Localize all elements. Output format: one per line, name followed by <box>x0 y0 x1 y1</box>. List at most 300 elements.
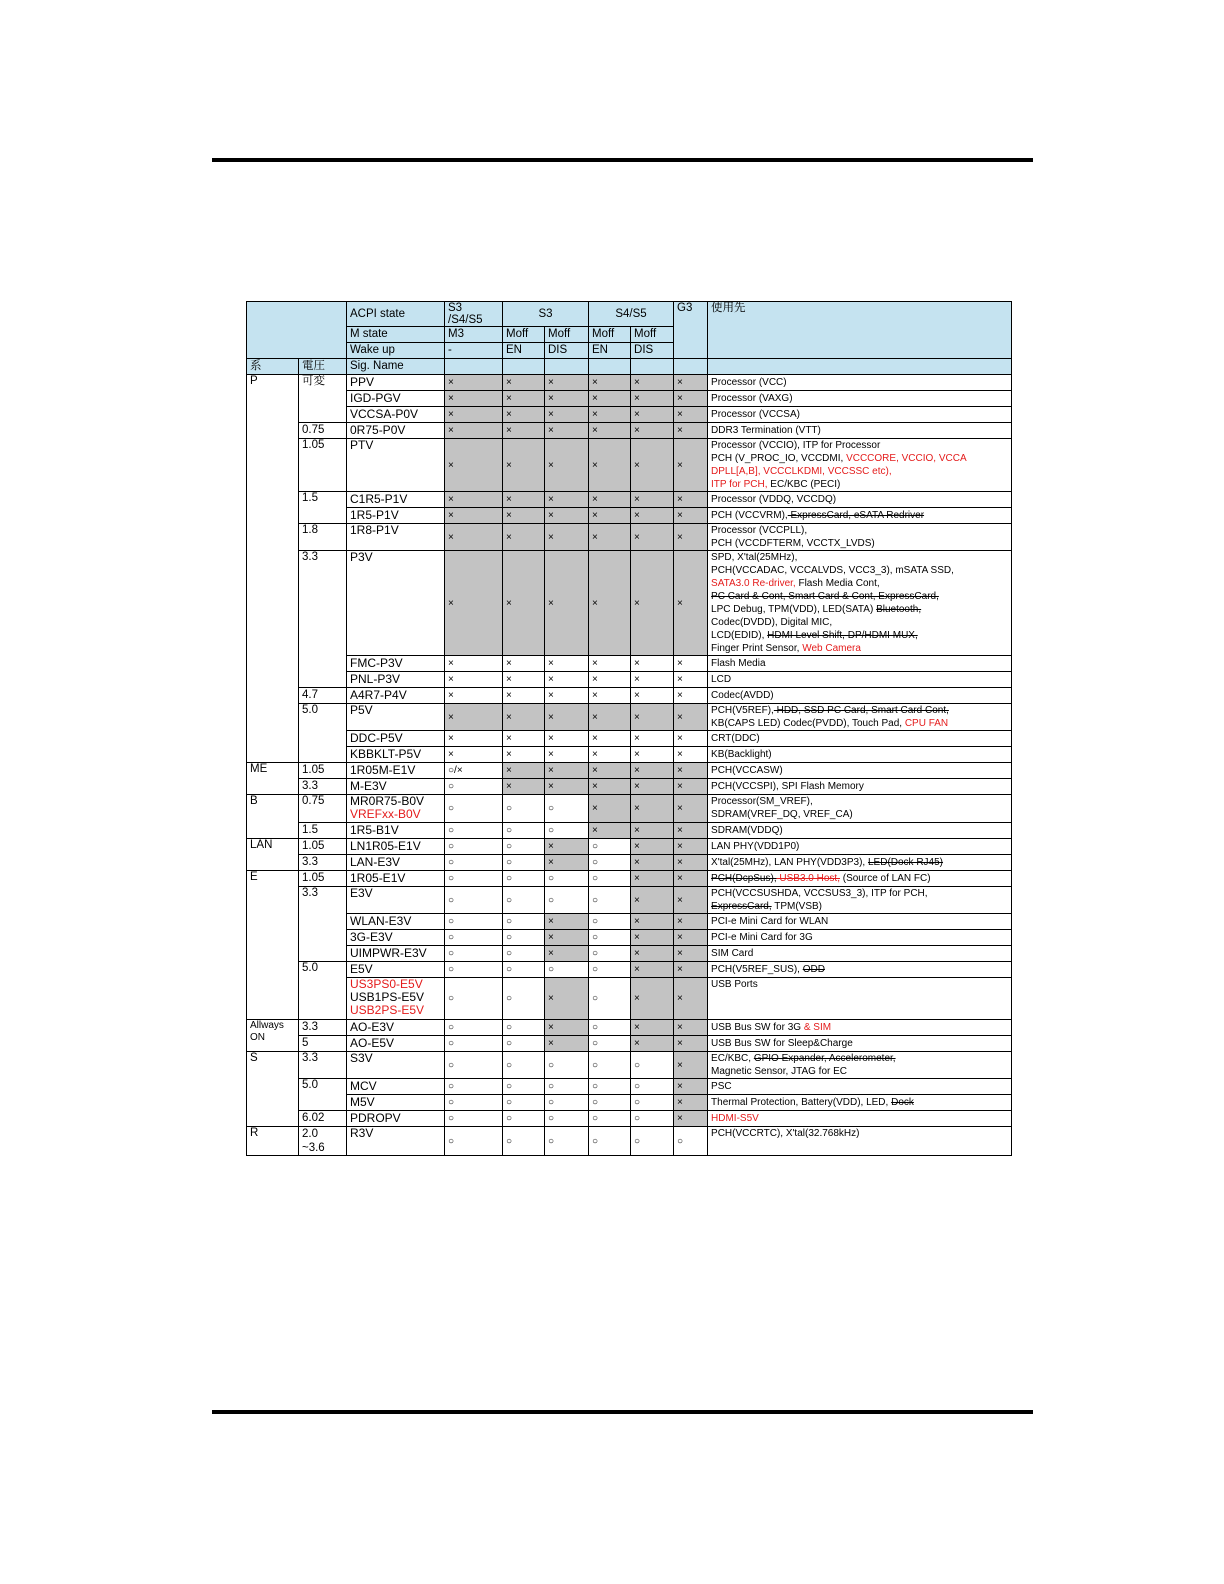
state-mark: × <box>445 524 503 551</box>
state-mark: × <box>674 688 708 704</box>
use-cell: USB Bus SW for 3G & SIM <box>708 1020 1012 1036</box>
state-mark: × <box>589 823 631 839</box>
power-state-table <box>246 301 1012 1156</box>
table-row: 3.3 E3V ○ ○ ○ ○ × × PCH(VCCSUSHDA, VCCSUS3_3), ITP for PCH, ExpressCard, TPM(VSB) <box>247 887 1012 914</box>
state-mark: × <box>589 795 631 823</box>
state-mark: × <box>545 704 589 731</box>
use-cell: SPD, X'tal(25MHz), PCH(VCCADAC, VCCALVDS, VCC3_3), mSATA SSD, SATA3.0 Re-driver, Flash Media Cont, PC Card & Cont, Smart Card & Cont, ExpressCard, LPC Debug, TPM(VDD), LED(SATA) Bluetooth, Codec(DVDD), Digital MIC, LCD(EDID), HDMI Level Shift, DP/HDMI MUX, Finger Print Sensor, Web Camera <box>708 551 1012 656</box>
state-mark: × <box>503 704 545 731</box>
state-mark: × <box>545 1020 589 1036</box>
state-mark: × <box>545 423 589 439</box>
use-cell: PCH(VCCASW) <box>708 763 1012 779</box>
state-mark: ○ <box>503 914 545 930</box>
state-mark: × <box>445 731 503 747</box>
table-row: Allways ON 3.3 AO-E3V ○ ○ × ○ × × USB Bus SW for 3G & SIM <box>247 1020 1012 1036</box>
header-moff: Moff <box>631 327 674 343</box>
state-mark: × <box>545 439 589 492</box>
state-mark: ○ <box>445 779 503 795</box>
table-row <box>247 375 1012 391</box>
state-mark: × <box>631 914 674 930</box>
state-mark: × <box>503 391 545 407</box>
state-mark: ○ <box>589 855 631 871</box>
state-mark: ○ <box>503 930 545 946</box>
state-mark: × <box>631 855 674 871</box>
state-mark: × <box>674 439 708 492</box>
state-mark: × <box>631 887 674 914</box>
state-mark: × <box>674 779 708 795</box>
state-mark: ○ <box>503 1036 545 1052</box>
state-mark: × <box>503 779 545 795</box>
state-mark: ○ <box>503 1052 545 1079</box>
table-row: 5.0 E5V ○ ○ ○ ○ × × PCH(V5REF_SUS), ODD <box>247 962 1012 978</box>
state-mark: ○ <box>589 946 631 962</box>
use-cell: DDR3 Termination (VTT) <box>708 423 1012 439</box>
state-mark: × <box>631 375 674 391</box>
header-row-acpi <box>247 302 1012 327</box>
state-mark: × <box>503 551 545 656</box>
state-mark: ○ <box>589 962 631 978</box>
state-mark: × <box>545 855 589 871</box>
state-mark: × <box>589 508 631 524</box>
header-en: EN <box>589 343 631 359</box>
state-mark: × <box>674 823 708 839</box>
table-row <box>247 914 1012 930</box>
state-mark: × <box>631 871 674 887</box>
state-mark: × <box>674 1111 708 1127</box>
state-mark: × <box>445 688 503 704</box>
state-mark: ○ <box>503 887 545 914</box>
sig-cell: VCCSA-P0V <box>347 407 445 423</box>
state-mark: × <box>674 656 708 672</box>
header-blank <box>247 302 347 359</box>
state-mark: × <box>589 704 631 731</box>
use-cell: KB(Backlight) <box>708 747 1012 763</box>
state-mark: × <box>545 930 589 946</box>
state-mark: × <box>674 672 708 688</box>
use-cell: Processor(SM_VREF), SDRAM(VREF_DQ, VREF_CA) <box>708 795 1012 823</box>
use-cell: PSC <box>708 1079 1012 1095</box>
state-mark: × <box>674 375 708 391</box>
state-mark: × <box>545 839 589 855</box>
table-row: 5.0 P5V × × × × × × PCH(V5REF), HDD, SSD PC Card, Smart Card Cont, KB(CAPS LED) Codec(PVDD), Touch Pad, CPU FAN <box>247 704 1012 731</box>
use-cell: SDRAM(VDDQ) <box>708 823 1012 839</box>
state-mark: × <box>631 524 674 551</box>
state-mark: ○ <box>445 839 503 855</box>
state-mark: × <box>631 672 674 688</box>
state-mark: × <box>545 747 589 763</box>
state-mark: ○ <box>589 1095 631 1111</box>
volt-cell: 可変 <box>299 375 347 423</box>
state-mark: × <box>503 688 545 704</box>
header-dis: DIS <box>631 343 674 359</box>
state-mark: × <box>503 672 545 688</box>
state-mark: × <box>445 439 503 492</box>
use-cell: Thermal Protection, Battery(VDD), LED, Dock <box>708 1095 1012 1111</box>
table-row: S 3.3 S3V ○ ○ ○ ○ ○ × EC/KBC, GPIO Expander, Accelerometer, Magnetic Sensor, JTAG for EC <box>247 1052 1012 1079</box>
header-wake-label: Wake up <box>347 343 445 359</box>
state-mark: ○ <box>545 823 589 839</box>
state-mark: × <box>631 731 674 747</box>
use-cell: EC/KBC, GPIO Expander, Accelerometer, Magnetic Sensor, JTAG for EC <box>708 1052 1012 1079</box>
top-rule <box>212 158 1033 162</box>
state-mark: ○ <box>631 1111 674 1127</box>
sig-cell: C1R5-P1V <box>347 492 445 508</box>
state-mark: × <box>503 763 545 779</box>
state-mark: ○ <box>674 1127 708 1156</box>
use-cell: Processor (VAXG) <box>708 391 1012 407</box>
state-mark: ○ <box>589 1127 631 1156</box>
sig-cell: 1R05M-E1V <box>347 763 445 779</box>
state-mark: × <box>631 551 674 656</box>
state-mark: × <box>631 823 674 839</box>
state-mark: ○ <box>503 823 545 839</box>
header-usage: 使用先 <box>708 302 1012 359</box>
state-mark: × <box>631 704 674 731</box>
sig-cell: AO-E3V <box>347 1020 445 1036</box>
table-row: 1.8 1R8-P1V × × × × × × Processor (VCCPLL), PCH (VCCDFTERM, VCCTX_LVDS) <box>247 524 1012 551</box>
state-mark: × <box>445 391 503 407</box>
state-mark: × <box>445 407 503 423</box>
state-mark: × <box>545 492 589 508</box>
state-mark: × <box>503 508 545 524</box>
state-mark: ○ <box>503 962 545 978</box>
state-mark: × <box>545 508 589 524</box>
header-moff: Moff <box>589 327 631 343</box>
header-acpi-label: ACPI state <box>347 302 445 327</box>
state-mark: × <box>545 779 589 795</box>
state-mark: × <box>674 978 708 1020</box>
state-mark: ○ <box>445 930 503 946</box>
state-mark: ○ <box>589 1036 631 1052</box>
state-mark: × <box>674 407 708 423</box>
table-row <box>247 656 1012 672</box>
state-mark: × <box>545 656 589 672</box>
use-cell: Flash Media <box>708 656 1012 672</box>
sig-cell: MR0R75-B0V VREFxx-B0V <box>347 795 445 823</box>
sig-cell: 0R75-P0V <box>347 423 445 439</box>
table-row <box>247 672 1012 688</box>
header-s3s4s5: S3 /S4/S5 <box>445 302 503 327</box>
state-mark: ○ <box>545 1111 589 1127</box>
state-mark: ○ <box>545 795 589 823</box>
header-dash: - <box>445 343 503 359</box>
state-mark: ○ <box>631 1052 674 1079</box>
header-mstate-label: M state <box>347 327 445 343</box>
use-cell: USB Bus SW for Sleep&Charge <box>708 1036 1012 1052</box>
state-mark: × <box>545 524 589 551</box>
state-mark: × <box>631 1036 674 1052</box>
sig-cell: WLAN-E3V <box>347 914 445 930</box>
sig-cell: M5V <box>347 1095 445 1111</box>
state-mark: × <box>631 930 674 946</box>
state-mark: × <box>503 375 545 391</box>
state-mark: × <box>674 855 708 871</box>
sig-cell: 1R5-B1V <box>347 823 445 839</box>
state-mark: ○/× <box>445 763 503 779</box>
state-mark: × <box>589 551 631 656</box>
table-row: 3.3 P3V × × × × × × SPD, X'tal(25MHz), PCH(VCCADAC, VCCALVDS, VCC3_3), mSATA SSD, SATA3.0 Re-driver, Flash Media Cont, PC Card & Cont, Smart Card & Cont, ExpressCard, LPC Debug, TPM(VDD), LED(SATA) Bluetooth, Codec(DVDD), Digital MIC, LCD(EDID), HDMI Level Shift, DP/HDMI MUX, Finger Print Sensor, Web Camera <box>247 551 1012 656</box>
state-mark: ○ <box>445 871 503 887</box>
state-mark: × <box>631 962 674 978</box>
state-mark: × <box>545 672 589 688</box>
sig-cell: FMC-P3V <box>347 656 445 672</box>
state-mark: × <box>674 1036 708 1052</box>
table-row <box>247 1095 1012 1111</box>
sig-cell: E3V <box>347 887 445 914</box>
state-mark: ○ <box>445 1127 503 1156</box>
state-mark: ○ <box>589 1111 631 1127</box>
sig-cell: KBBKLT-P5V <box>347 747 445 763</box>
table-row <box>247 930 1012 946</box>
state-mark: ○ <box>589 871 631 887</box>
table-row <box>247 508 1012 524</box>
state-mark: × <box>589 524 631 551</box>
table-row: 5.0 MCV ○ ○ ○ ○ ○ × PSC <box>247 1079 1012 1095</box>
header-s4s5: S4/S5 <box>589 302 674 327</box>
state-mark: × <box>631 391 674 407</box>
state-mark: × <box>589 391 631 407</box>
state-mark: ○ <box>445 1095 503 1111</box>
state-mark: ○ <box>589 978 631 1020</box>
state-mark: × <box>631 1020 674 1036</box>
sig-cell: US3PS0-E5V USB1PS-E5V USB2PS-E5V <box>347 978 445 1020</box>
state-mark: × <box>589 492 631 508</box>
state-mark: × <box>545 407 589 423</box>
sys-cell: E <box>247 871 299 1020</box>
state-mark: × <box>631 492 674 508</box>
state-mark: × <box>589 688 631 704</box>
state-mark: × <box>631 688 674 704</box>
header-dis: DIS <box>545 343 589 359</box>
header-signame: Sig. Name <box>347 359 445 375</box>
state-mark: × <box>631 763 674 779</box>
table-row <box>247 731 1012 747</box>
header-moff: Moff <box>503 327 545 343</box>
state-mark: × <box>589 731 631 747</box>
state-mark: × <box>674 871 708 887</box>
state-mark: ○ <box>589 1079 631 1095</box>
state-mark: ○ <box>589 1052 631 1079</box>
state-mark: × <box>445 508 503 524</box>
use-cell: LCD <box>708 672 1012 688</box>
use-cell: PCH(V5REF_SUS), ODD <box>708 962 1012 978</box>
state-mark: ○ <box>445 795 503 823</box>
state-mark: × <box>445 423 503 439</box>
table-row: 1.5 1R5-B1V ○ ○ ○ × × × SDRAM(VDDQ) <box>247 823 1012 839</box>
state-mark: × <box>631 423 674 439</box>
sig-cell: MCV <box>347 1079 445 1095</box>
state-mark: ○ <box>503 1127 545 1156</box>
state-mark: × <box>445 704 503 731</box>
state-mark: × <box>545 688 589 704</box>
state-mark: ○ <box>445 1020 503 1036</box>
use-cell: LAN PHY(VDD1P0) <box>708 839 1012 855</box>
state-mark: ○ <box>545 1127 589 1156</box>
use-cell: Processor (VCCPLL), PCH (VCCDFTERM, VCCTX_LVDS) <box>708 524 1012 551</box>
state-mark: × <box>631 747 674 763</box>
table-row <box>247 978 1012 1020</box>
sig-cell: 3G-E3V <box>347 930 445 946</box>
sig-cell: PNL-P3V <box>347 672 445 688</box>
state-mark: × <box>545 391 589 407</box>
state-mark: × <box>545 375 589 391</box>
state-mark: ○ <box>503 871 545 887</box>
state-mark: × <box>674 887 708 914</box>
sig-cell: E5V <box>347 962 445 978</box>
header-m3: M3 <box>445 327 503 343</box>
use-cell: PCH(V5REF), HDD, SSD PC Card, Smart Card Cont, KB(CAPS LED) Codec(PVDD), Touch Pad, CPU FAN <box>708 704 1012 731</box>
sig-cell: A4R7-P4V <box>347 688 445 704</box>
use-cell: Processor (VDDQ, VCCDQ) <box>708 492 1012 508</box>
header-system: 系 <box>247 359 299 375</box>
state-mark: × <box>545 914 589 930</box>
table-row: 1.5 C1R5-P1V × × × × × × Processor (VDDQ, VCCDQ) <box>247 492 1012 508</box>
state-mark: × <box>589 423 631 439</box>
state-mark: × <box>631 946 674 962</box>
state-mark: × <box>674 551 708 656</box>
header-g3: G3 <box>674 302 708 359</box>
state-mark: × <box>674 492 708 508</box>
header-row-sig <box>247 359 1012 375</box>
state-mark: × <box>503 407 545 423</box>
state-mark: × <box>503 492 545 508</box>
state-mark: ○ <box>503 795 545 823</box>
state-mark: × <box>674 1052 708 1079</box>
state-mark: ○ <box>545 1095 589 1111</box>
sig-cell: PDROPV <box>347 1111 445 1127</box>
state-mark: × <box>631 839 674 855</box>
state-mark: ○ <box>445 855 503 871</box>
sig-cell: 1R8-P1V <box>347 524 445 551</box>
state-mark: × <box>589 375 631 391</box>
table-row: 4.7 A4R7-P4V × × × × × × Codec(AVDD) <box>247 688 1012 704</box>
state-mark: × <box>674 704 708 731</box>
table-row: LAN 1.05 LN1R05-E1V ○ ○ × ○ × × LAN PHY(VDD1P0) <box>247 839 1012 855</box>
header-en: EN <box>503 343 545 359</box>
state-mark: × <box>503 439 545 492</box>
state-mark: × <box>674 914 708 930</box>
use-cell: Processor (VCCIO), ITP for Processor PCH (V_PROC_IO, VCCDMI, VCCCORE, VCCIO, VCCA DPLL[A,B], VCCCLKDMI, VCCSSC etc), ITP for PCH, EC/KBC (PECI) <box>708 439 1012 492</box>
state-mark: × <box>445 551 503 656</box>
state-mark: × <box>445 492 503 508</box>
state-mark: × <box>674 731 708 747</box>
use-cell: PCI-e Mini Card for WLAN <box>708 914 1012 930</box>
sig-cell: PPV <box>347 375 445 391</box>
use-cell: PCH(VCCSUSHDA, VCCSUS3_3), ITP for PCH, ExpressCard, TPM(VSB) <box>708 887 1012 914</box>
state-mark: × <box>503 656 545 672</box>
sig-cell: P5V <box>347 704 445 731</box>
state-mark: × <box>503 524 545 551</box>
state-mark: × <box>589 779 631 795</box>
state-mark: × <box>674 747 708 763</box>
state-mark: × <box>545 731 589 747</box>
state-mark: × <box>674 795 708 823</box>
use-cell: Processor (VCCSA) <box>708 407 1012 423</box>
state-mark: ○ <box>503 1020 545 1036</box>
state-mark: ○ <box>631 1095 674 1111</box>
state-mark: × <box>631 407 674 423</box>
state-mark: × <box>445 375 503 391</box>
state-mark: × <box>445 747 503 763</box>
state-mark: × <box>674 1095 708 1111</box>
state-mark: ○ <box>445 978 503 1020</box>
use-cell: PCH(VCCSPI), SPI Flash Memory <box>708 779 1012 795</box>
sig-cell: LAN-E3V <box>347 855 445 871</box>
state-mark: ○ <box>503 839 545 855</box>
state-mark: ○ <box>545 887 589 914</box>
state-mark: ○ <box>545 1052 589 1079</box>
state-mark: × <box>503 731 545 747</box>
state-mark: × <box>545 551 589 656</box>
state-mark: ○ <box>589 887 631 914</box>
use-cell: Processor (VCC) <box>708 375 1012 391</box>
sys-cell: P <box>247 375 299 763</box>
sig-cell: UIMPWR-E3V <box>347 946 445 962</box>
header-moff: Moff <box>545 327 589 343</box>
state-mark: ○ <box>503 1095 545 1111</box>
state-mark: ○ <box>445 887 503 914</box>
sys-cell: ME <box>247 763 299 795</box>
state-mark: × <box>674 1079 708 1095</box>
state-mark: × <box>589 656 631 672</box>
table-row: 1.05 PTV × × × × × × Processor (VCCIO), ITP for Processor PCH (V_PROC_IO, VCCDMI, VCCCORE, VCCIO, VCCA DPLL[A,B], VCCCLKDMI, VCCSSC etc), ITP for PCH, EC/KBC (PECI) <box>247 439 1012 492</box>
state-mark: × <box>631 978 674 1020</box>
state-mark: × <box>503 423 545 439</box>
state-mark: × <box>589 747 631 763</box>
state-mark: × <box>631 779 674 795</box>
table-row <box>247 391 1012 407</box>
state-mark: ○ <box>445 1111 503 1127</box>
state-mark: ○ <box>445 1036 503 1052</box>
sig-cell: LN1R05-E1V <box>347 839 445 855</box>
state-mark: ○ <box>503 946 545 962</box>
table-row: 3.3 LAN-E3V ○ ○ × ○ × × X'tal(25MHz), LAN PHY(VDD3P3), LED(Dock RJ45) <box>247 855 1012 871</box>
state-mark: × <box>674 946 708 962</box>
table-row <box>247 946 1012 962</box>
state-mark: × <box>674 1020 708 1036</box>
state-mark: ○ <box>503 1079 545 1095</box>
state-mark: × <box>631 656 674 672</box>
state-mark: × <box>674 508 708 524</box>
state-mark: ○ <box>589 1020 631 1036</box>
use-cell: Codec(AVDD) <box>708 688 1012 704</box>
table-row: 5 AO-E5V ○ ○ × ○ × × USB Bus SW for Sleep&Charge <box>247 1036 1012 1052</box>
state-mark: ○ <box>589 930 631 946</box>
sys-cell: LAN <box>247 839 299 871</box>
state-mark: × <box>674 391 708 407</box>
state-mark: × <box>674 839 708 855</box>
state-mark: × <box>545 763 589 779</box>
table-row <box>247 407 1012 423</box>
use-cell: PCH(DcpSus), USB3.0 Host, (Source of LAN FC) <box>708 871 1012 887</box>
state-mark: × <box>674 763 708 779</box>
table-row: 0.75 0R75-P0V × × × × × × DDR3 Termination (VTT) <box>247 423 1012 439</box>
sig-cell: 1R5-P1V <box>347 508 445 524</box>
table-row: 3.3 M-E3V ○ × × × × × PCH(VCCSPI), SPI Flash Memory <box>247 779 1012 795</box>
table-row: B 0.75 MR0R75-B0V VREFxx-B0V ○ ○ ○ × × × Processor(SM_VREF), SDRAM(VREF_DQ, VREF_CA) <box>247 795 1012 823</box>
state-mark: ○ <box>445 914 503 930</box>
table-row: ME 1.05 1R05M-E1V ○/× × × × × × PCH(VCCASW) <box>247 763 1012 779</box>
state-mark: × <box>589 407 631 423</box>
state-mark: ○ <box>445 946 503 962</box>
use-cell: PCH (VCCVRM), ExpressCard, eSATA Redriver <box>708 508 1012 524</box>
state-mark: ○ <box>545 962 589 978</box>
sig-cell: AO-E5V <box>347 1036 445 1052</box>
sig-cell: M-E3V <box>347 779 445 795</box>
state-mark: ○ <box>445 962 503 978</box>
sig-cell: PTV <box>347 439 445 492</box>
state-mark: ○ <box>631 1127 674 1156</box>
